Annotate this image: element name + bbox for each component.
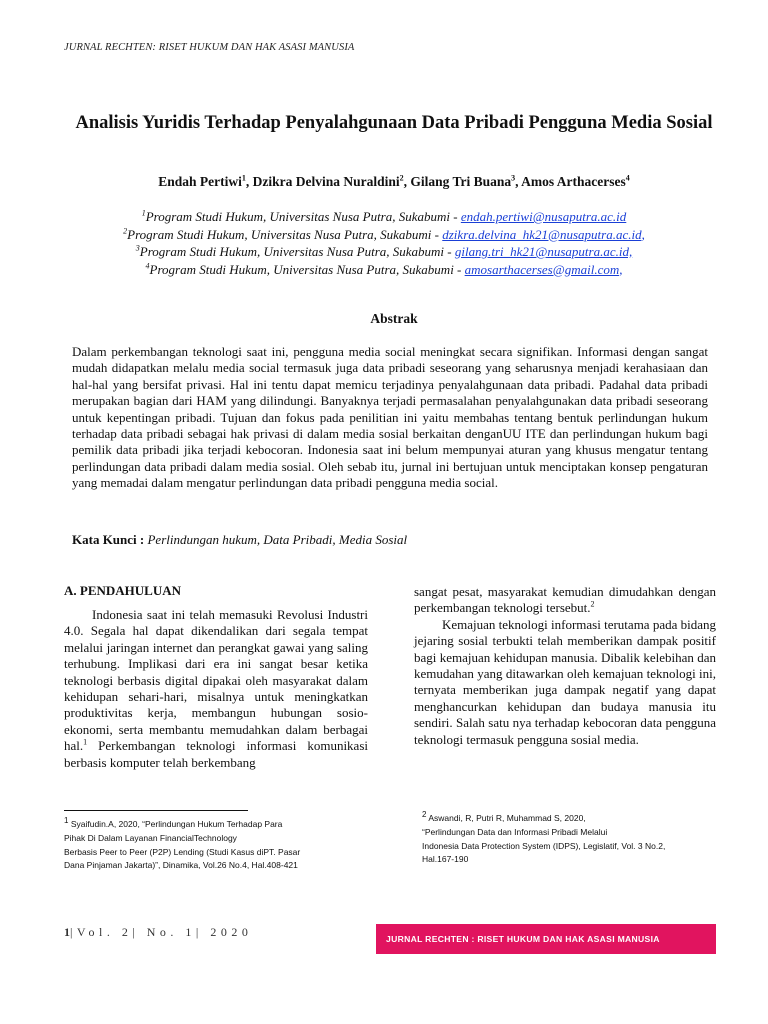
keywords-label: Kata Kunci :: [72, 532, 145, 547]
footnote-line: Hal.167-190: [422, 854, 469, 865]
affiliation-text: Program Studi Hukum, Universitas Nusa Putra, Sukabumi -: [145, 209, 461, 224]
footer-separator: |: [70, 925, 77, 939]
affiliation-sup: 4: [145, 261, 150, 271]
author-name: Dzikra Delvina Nuraldini: [252, 174, 400, 189]
footnote-line: “Perlindungan Data dan Informasi Pribadi Melalui: [422, 826, 608, 837]
section-heading: A. PENDAHULUAN: [64, 583, 181, 598]
author-sup: 1: [241, 173, 246, 183]
author-name: Endah Pertiwi: [158, 174, 242, 189]
author-sup: 4: [625, 173, 630, 183]
footnote-sup: 2: [422, 810, 427, 820]
email-link[interactable]: amosarthacerses@gmail.com,: [464, 261, 623, 277]
affiliation-sup: 2: [123, 226, 128, 236]
affiliations: [40, 208, 728, 278]
footnote-text: Syaifudin.A, 2020, “Perlindungan Hukum Terhadap Para: [70, 819, 283, 829]
abstract-text: Dalam perkembangan teknologi saat ini, pengguna media social meningkat secara signifikan. Informasi dengan sangat mudah didapatkan melalu media social termasuk juga data pribadi seseorang yang seharusnya menjadi kerahasiaan dan hal-hal yang bersifat privasi. Hal ini tentu dapat memicu terjadinya penyalahgunaan data pribadi. Padahal data pribadi merupakan bagian dari HAM yang dilindungi. Banyaknya terjadi permasalahan penyalahgunakan data pribadi seseorang untuk kepentingan pribadi. Tujuan dan fokus pada penilitian ini yaitu membahas tentang bentuk perlindungan hukum terhadap data pribadi sebagai hak privasi di dalam media sosial berkaitan denganUU ITE dan perlindungan hukum bagi pemilik data pribadi jika terjadi kebocoran. Indonesia saat ini belum mempunyai aturan yang khusus mengatur tentang perlindungan data pribadi dalam media sosial. Oleh sebab itu, jurnal ini bertujuan untuk menciptakan konsep pengaturan yang memadai dalam mengatur perlindungan data pribadi pengguna media social.: [72, 344, 708, 491]
keywords-value: Perlindungan hukum, Data Pribadi, Media Sosial: [147, 532, 408, 547]
footnote-sup: 1: [64, 816, 69, 826]
right-column: [414, 584, 716, 748]
paragraph-text: Perkembangan teknologi informasi komunikasi berbasis komputer telah berkembang: [64, 738, 368, 770]
page-footer: [64, 925, 252, 940]
author-sup: 3: [511, 173, 516, 183]
footnote-ref: 1: [83, 737, 88, 747]
email-link[interactable]: dzikra.delvina_hk21@nusaputra.ac.id,: [442, 226, 645, 242]
footnote-1: [64, 818, 374, 873]
journal-banner: JURNAL RECHTEN : RISET HUKUM DAN HAK ASASI MANUSIA: [376, 924, 716, 954]
paragraph: Kemajuan teknologi informasi terutama pada bidang jejaring sosial terbukti telah memberikan dampak positif bagi kemajuan kehidupan manusia. Dibalik kelebihan dan kemudahan yang ditawarkan oleh kemajuan teknologi ini, ternyata memberikan juga dampak negatif yang dapat menghancurkan kehidupan dan budaya manusia itu sendiri. Salah satu nya terhadap kebocoran data pengguna teknologi termasuk pengguna sosial media.: [414, 616, 716, 747]
affiliation-sup: 3: [135, 243, 140, 253]
footnote-line: Pihak Di Dalam Layanan FinancialTechnology: [64, 832, 237, 843]
paragraph: [64, 607, 368, 771]
footnote-divider: [64, 810, 248, 811]
paragraph-text: sangat pesat, masyarakat kemudian dimudahkan dengan perkembangan teknologi tersebut.: [414, 584, 716, 616]
left-column: [64, 607, 368, 771]
paragraph: [414, 584, 716, 617]
author-list: Endah Pertiwi$^1$, Dzikra Delvina Nuraldini$^2$, Gilang Tri Buana$^3$, Amos Arthacerses$^4$: [158, 173, 630, 189]
footnote-line: Dana Pinjaman Jakarta)”, Dinamika, Vol.26 No.4, Hal.408-421: [64, 860, 298, 871]
keywords: [72, 532, 407, 548]
affiliation-line: [40, 208, 728, 226]
paragraph-text: Indonesia saat ini telah memasuki Revolusi Industri 4.0. Segala hal dapat dikendalikan dari segala tempat melalui jaringan internet dan perangkat gawai yang saling terhubung. Implikasi dari era ini sangat besar ketika teknologi berbasis digital dipakai oleh masyarakat dalam kehidupan sehari-hari, misalnya untuk meningkatkan produktivitas kerja, membangun hubungan sosio-ekonomi, serta membantu memudahkan dalam berbagai hal.: [64, 607, 368, 754]
page-number: 1: [64, 925, 70, 939]
affiliation-text: Program Studi Hukum, Universitas Nusa Putra, Sukabumi -: [139, 244, 455, 259]
affiliation-line: [40, 261, 728, 279]
footnote-line: Indonesia Data Protection System (IDPS), Legislatif, Vol. 3 No.2,: [422, 840, 666, 851]
author-name: Gilang Tri Buana: [410, 174, 512, 189]
volume-info: Vol. 2| No. 1| 2020: [76, 925, 253, 939]
affiliation-line: [40, 226, 728, 244]
email-link[interactable]: gilang.tri_hk21@nusaputra.ac.id,: [454, 244, 633, 259]
footnote-ref: 2: [590, 600, 595, 610]
affiliation-text: Program Studi Hukum, Universitas Nusa Putra, Sukabumi -: [149, 261, 465, 277]
author-sup: 2: [399, 173, 404, 183]
affiliation-sup: 1: [141, 208, 146, 218]
abstract-heading: Abstrak: [370, 311, 418, 326]
affiliation-line: [40, 243, 728, 261]
footnote-line: [422, 812, 722, 826]
footnote-line: Berbasis Peer to Peer (P2P) Lending (Studi Kasus diPT. Pasar: [64, 846, 301, 857]
paper-title: Analisis Yuridis Terhadap Penyalahgunaan Data Pribadi Pengguna Media Sosial: [75, 113, 713, 133]
running-header: JURNAL RECHTEN: RISET HUKUM DAN HAK ASASI MANUSIA: [64, 42, 355, 53]
footnote-line: [64, 818, 374, 832]
author-name: Amos Arthacerses: [521, 174, 626, 189]
footnote-text: Aswandi, R, Putri R, Muhammad S, 2020,: [428, 813, 586, 823]
affiliation-text: Program Studi Hukum, Universitas Nusa Putra, Sukabumi -: [127, 226, 443, 242]
email-link[interactable]: endah.pertiwi@nusaputra.ac.id: [460, 209, 627, 224]
footnote-2: [422, 812, 722, 867]
